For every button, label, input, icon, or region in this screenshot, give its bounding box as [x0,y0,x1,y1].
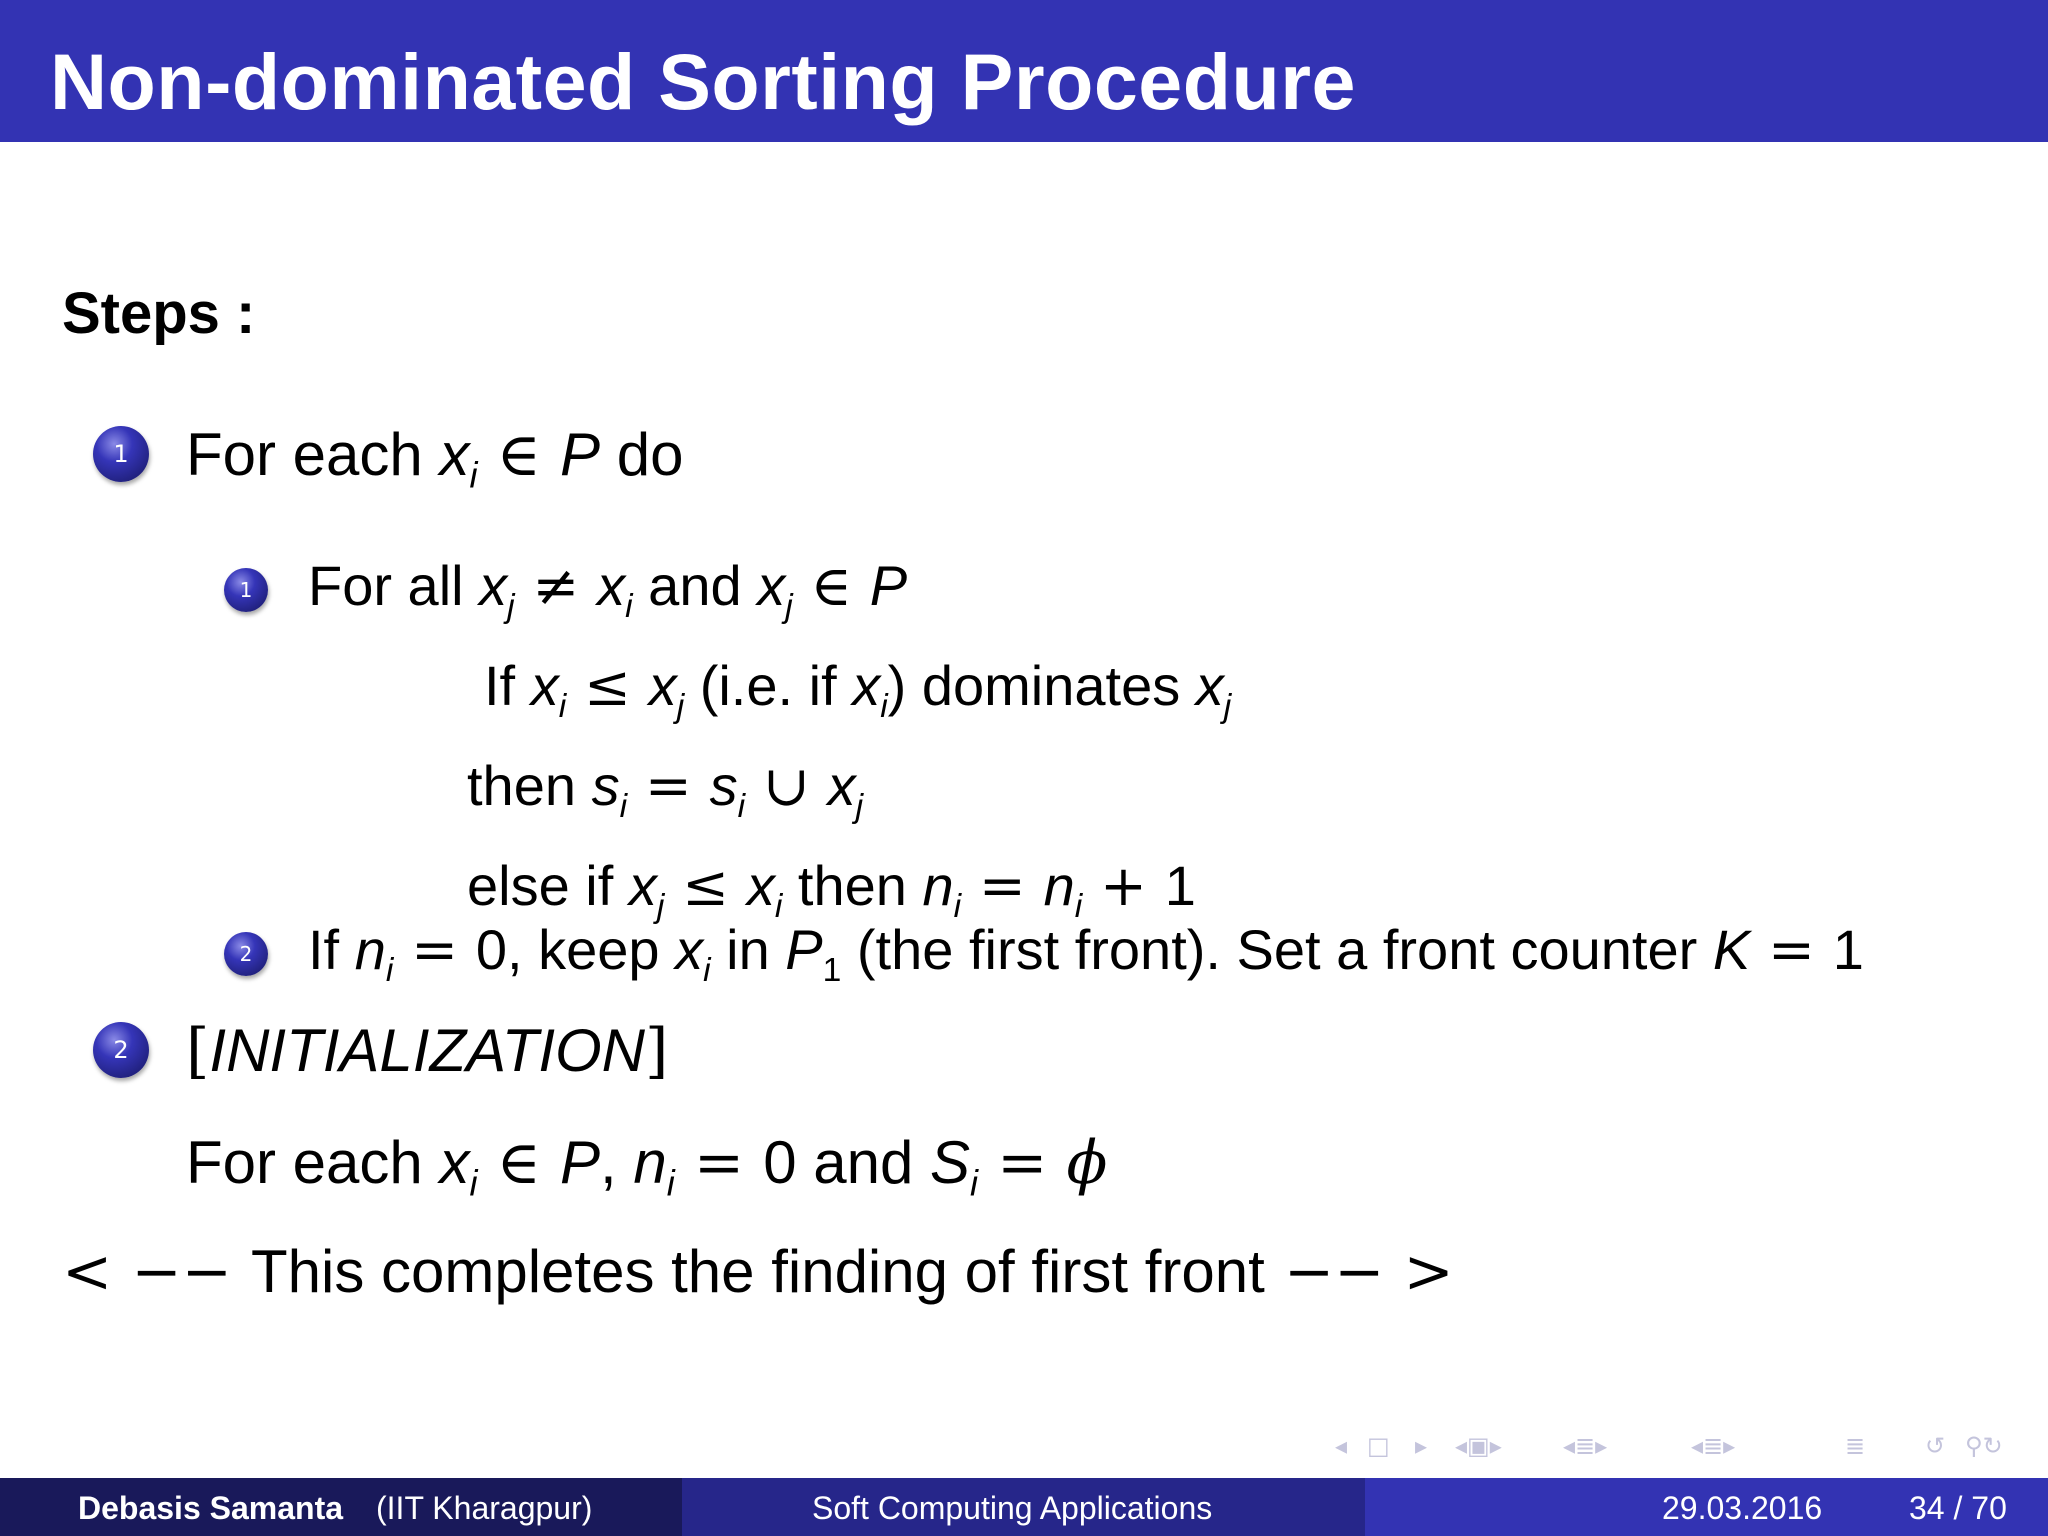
footer-affiliation: (IIT Kharagpur) [376,1490,593,1526]
navigation-bar [1335,1432,2025,1466]
condition-else-line: else if $x_j \le x_i$ then $n_i = n_i + 1$ [467,854,1196,925]
condition-then-line: then $s_i = s_i$ ∪ $x_j$ [467,754,864,825]
footer-date: 29.03.2016 [1662,1490,1823,1526]
zoom-icon[interactable]: ⚲↻ [1965,1432,2003,1460]
title-bar [0,0,2048,142]
enumeration-ball-1: 1 [93,426,149,482]
step-2-label: [INITIALIZATION] [186,1016,669,1086]
subsection-icon[interactable]: ◂≣▸ [1563,1432,1608,1460]
slide-title: Non-dominated Sorting Procedure [50,37,1356,126]
steps-heading: Steps : [62,281,256,346]
footer-date-section [1365,1478,2048,1536]
footer-page-number: 34 / 70 [1909,1490,2007,1526]
substep-2-text: If $n_i = 0$, keep $x_i$ in $P_1$ (the first front). Set a front counter K = 1 [308,918,1864,989]
arrow-left-icon[interactable]: ◂ [1335,1432,1348,1460]
section-icon[interactable]: ◂▣▸ [1455,1432,1502,1460]
enumeration-ball-2: 2 [93,1022,149,1078]
footer-course: Soft Computing Applications [812,1490,1213,1526]
completion-note: < −− This completes the finding of first front −− > [62,1237,1454,1307]
initialization-line: For each $x_i$ ∈ P, $n_i = 0$ and $S_i = \phi$ [186,1128,1108,1204]
step-1-text: For each $x_i$ ∈ P do [186,420,684,496]
frame-icon[interactable]: □ [1367,1432,1390,1460]
footer-author-section [0,1478,682,1536]
arrow-right-icon[interactable]: ▸ [1415,1432,1428,1460]
loop-icon[interactable]: ↺ [1925,1432,1946,1460]
enumeration-ball-sub-1: 1 [224,568,268,612]
footer-bar [0,1478,2048,1536]
footer-course-section [682,1478,1365,1536]
align-icon[interactable]: ≣ [1845,1432,1866,1460]
footer-author: Debasis Samanta [78,1490,344,1526]
substep-1-text: For all $x_j \ne x_i$ and $x_j$ ∈ P [308,554,908,625]
align-icon[interactable]: ◂≣▸ [1691,1432,1736,1460]
enumeration-ball-sub-2: 2 [224,932,268,976]
condition-if-line: If $x_i \le x_j$ (i.e. if $x_i$) dominates $x_j$ [484,654,1232,725]
